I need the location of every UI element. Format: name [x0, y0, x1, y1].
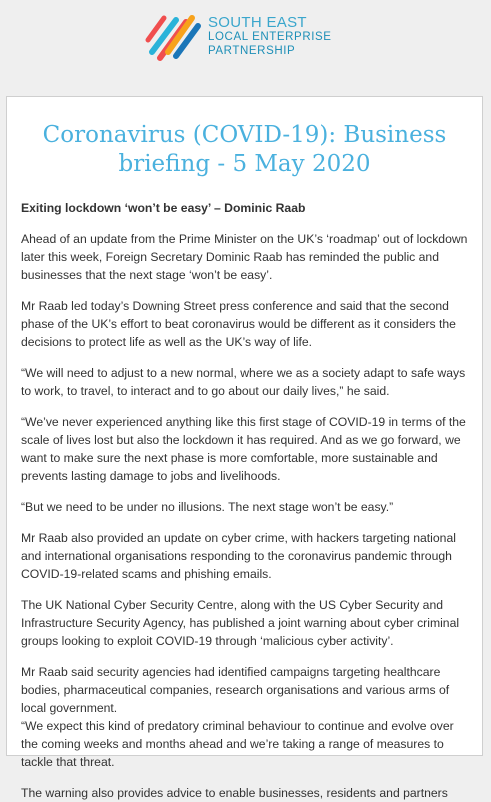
article-paragraph: “We’ve never experienced anything like this first stage of COVID-19 in terms of the scale of lives lost but also the lockdown it has required. And as we go forward, we want to make sure the next phase is more comfortable, more sustainable and prevents lasting damage to jobs and livelihoods.	[21, 415, 466, 483]
article-subheading: Exiting lockdown ‘won’t be easy’ – Dominic Raab	[21, 201, 306, 215]
article-paragraph: Mr Raab said security agencies had identified campaigns targeting healthcare bodies, pharmaceutical companies, research organisations and various arms of local government.	[21, 665, 450, 715]
logo-text	[208, 16, 332, 58]
briefing-card	[6, 96, 483, 800]
article-paragraph: The warning also provides advice to enable businesses, residents and partners	[21, 786, 448, 800]
selep-logo[interactable]	[146, 12, 332, 60]
article-paragraph: “We expect this kind of predatory criminal behaviour to continue and evolve over the coming weeks and months ahead and we’re taking a range of measures to tackle that threat.	[21, 719, 454, 769]
logo-stripes-icon	[146, 12, 200, 60]
article-paragraph: Mr Raab led today’s Downing Street press conference and said that the second phase of the UK’s effort to beat coronavirus would be different as it considers the decisions to protect life as well as the UK’s way of life.	[21, 299, 456, 349]
article-paragraph: “We will need to adjust to a new normal, where we as a society adapt to safe ways to work, to travel, to interact and to go about our daily lives,” he said.	[21, 366, 466, 398]
email-header	[0, 0, 491, 94]
logo-line-south-east: SOUTH EAST	[208, 14, 307, 31]
article-paragraph: Ahead of an update from the Prime Minister on the UK’s ‘roadmap’ out of lockdown later this week, Foreign Secretary Dominic Raab has reminded the public and businesses that the next stage ‘won’t be easy’.	[21, 232, 468, 282]
page-title: Coronavirus (COVID-19): Business briefing - 5 May 2020	[42, 122, 447, 177]
article-paragraph: “But we need to be under no illusions. The next stage won’t be easy.”	[21, 500, 394, 514]
article-paragraph: The UK National Cyber Security Centre, along with the US Cyber Security and Infrastructure Security Agency, has published a joint warning about cyber criminal groups looking to exploit COVID-19 through ‘malicious cyber activity’.	[21, 598, 460, 648]
article-body	[7, 199, 482, 802]
article-paragraph: Mr Raab also provided an update on cyber crime, with hackers targeting national and international organisations responding to the coronavirus pandemic through COVID-19-related scams and phishing emails.	[21, 531, 456, 581]
logo-line-local-enterprise: LOCAL ENTERPRISE	[208, 31, 332, 43]
logo-line-partnership: PARTNERSHIP	[208, 45, 296, 57]
